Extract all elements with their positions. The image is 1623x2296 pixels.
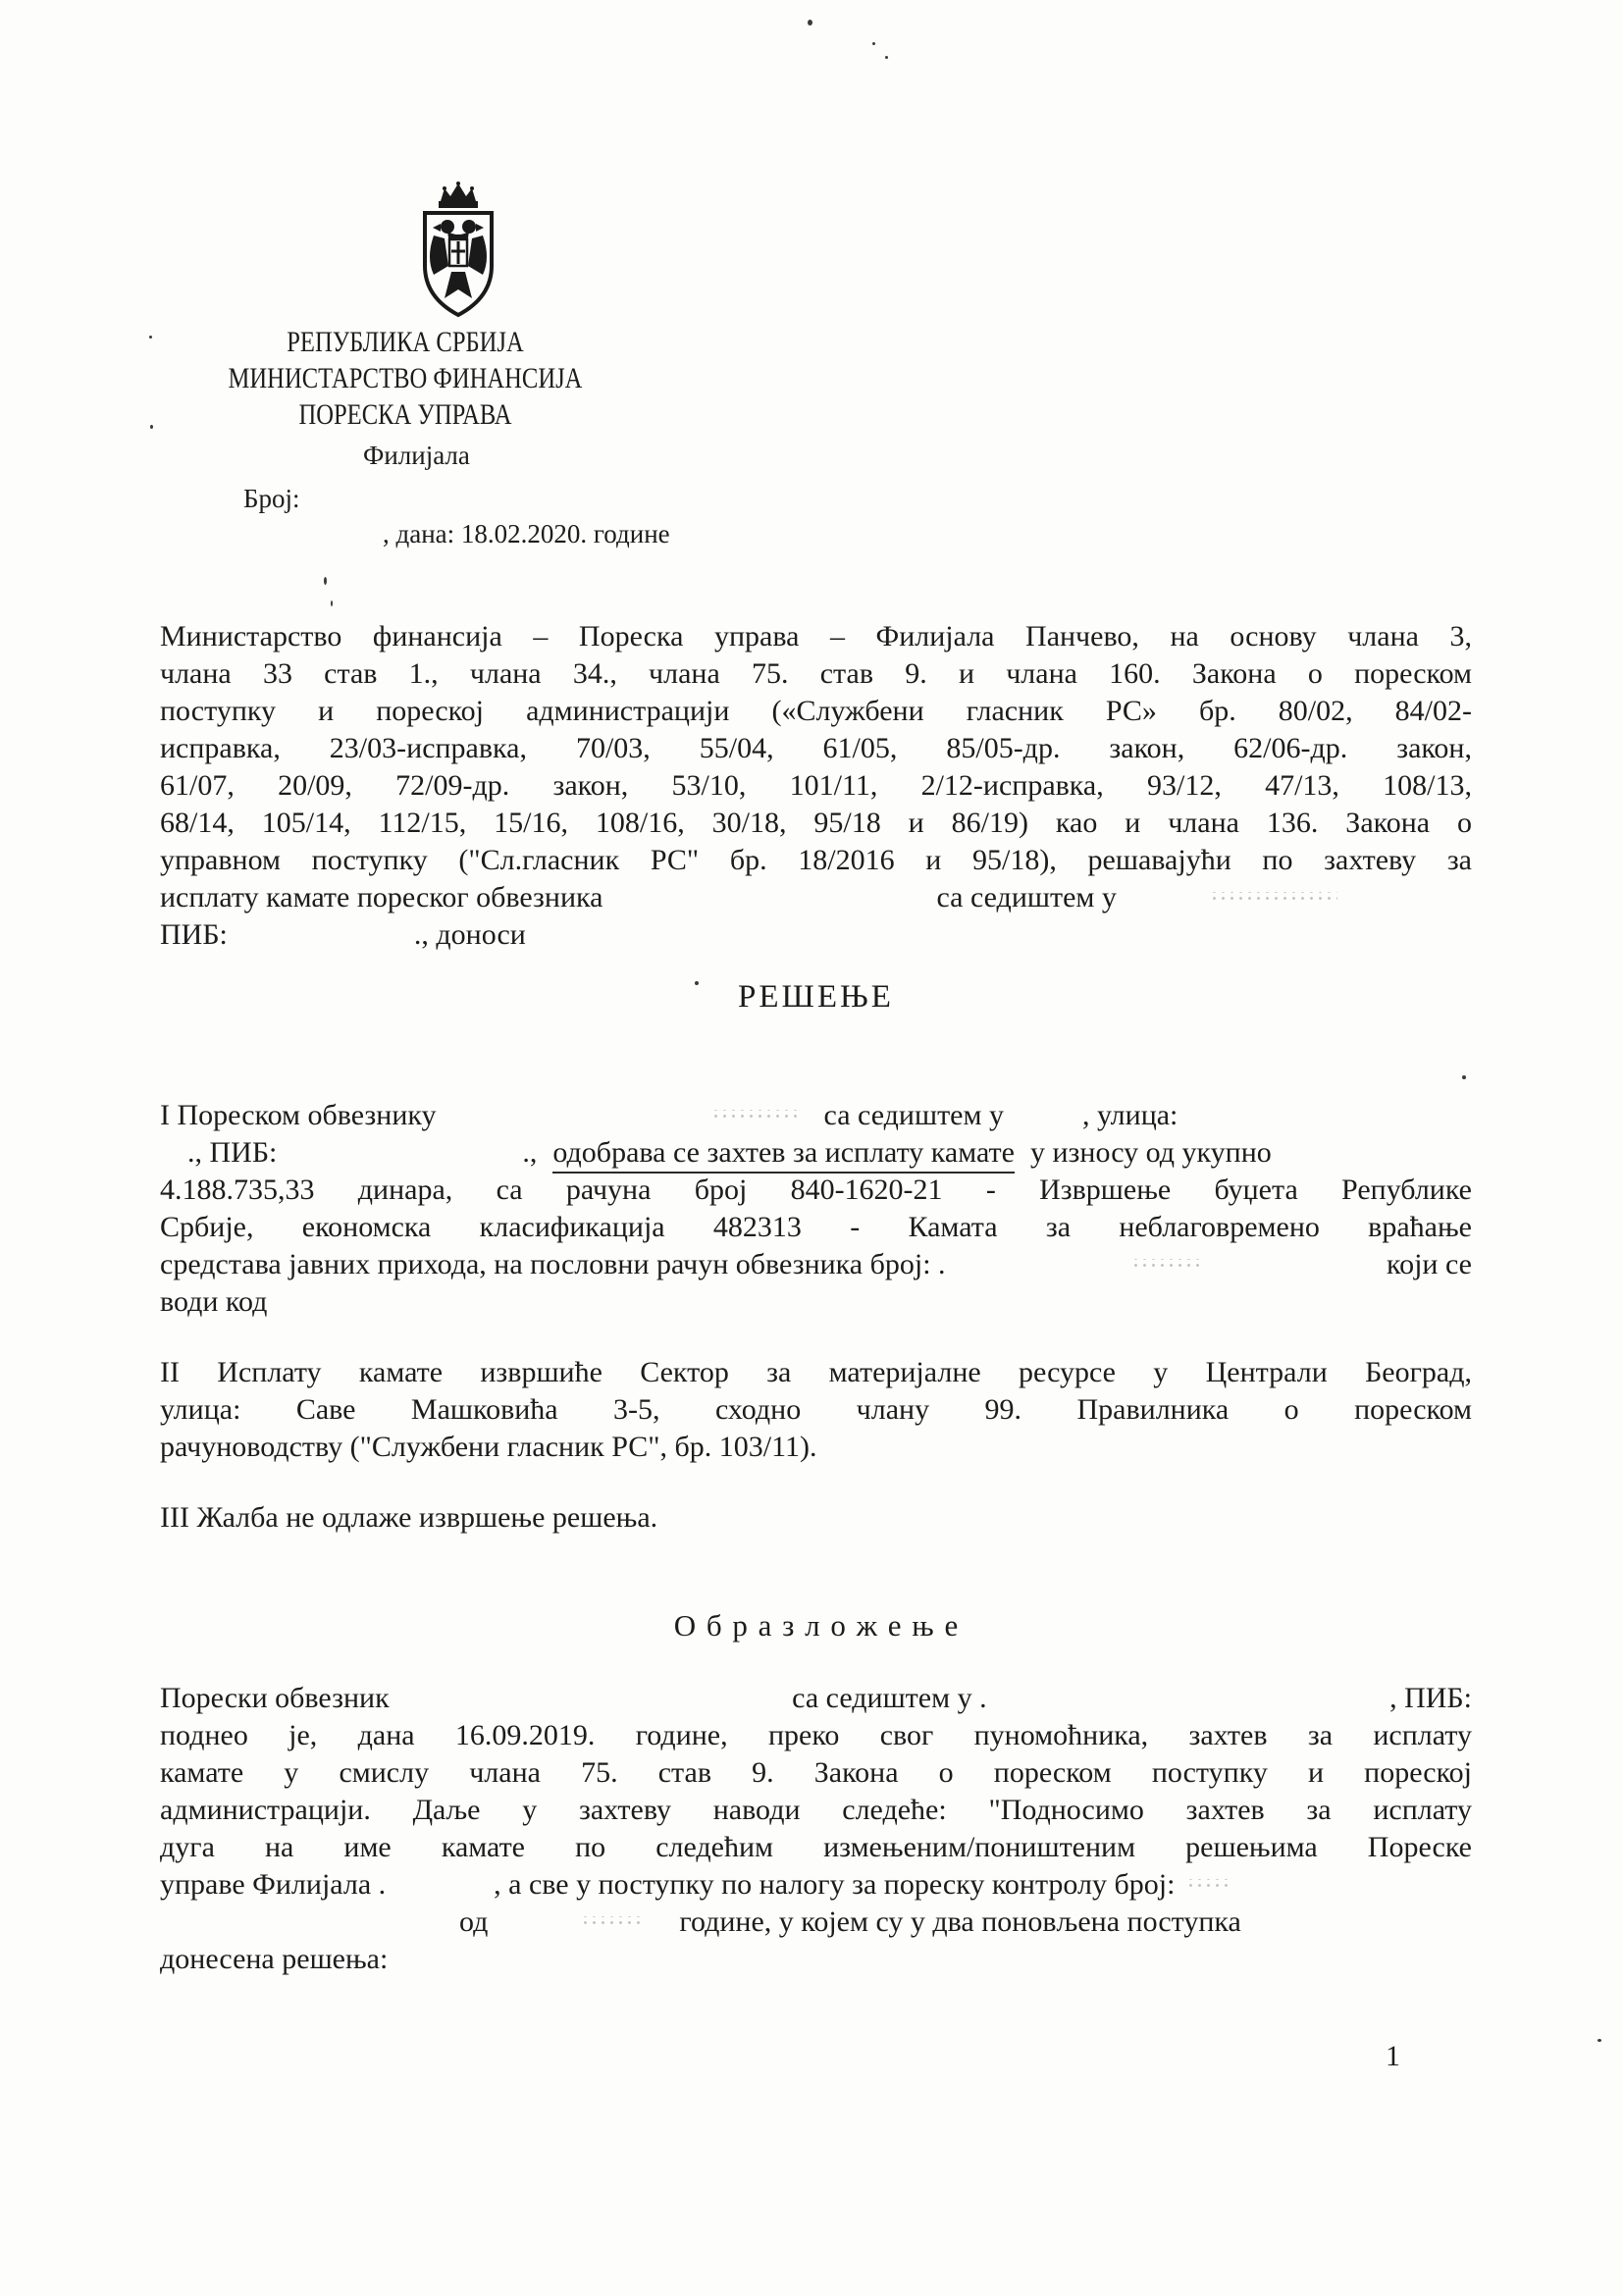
section1-line-2: [160, 1134, 1472, 1174]
scan-speck: [1597, 2039, 1601, 2042]
section1-line-6: води код: [160, 1285, 268, 1318]
section1-line-2-c: у износу од укупно: [1029, 1136, 1272, 1169]
section1-line-2-underlined: одобрава се захтев за исплату камате: [552, 1134, 1015, 1174]
explanation-line-6-b: , а све у поступку по налогу за пореску контролу број:: [494, 1868, 1176, 1901]
explanation-line-1-b: са седиштем у .: [792, 1682, 987, 1714]
intro-line-9: [160, 916, 1472, 953]
section1-line-5: [160, 1246, 1472, 1282]
letterhead-republic: РЕПУБЛИКА СРБИЈА: [287, 326, 524, 358]
page-number: 1: [1386, 2040, 1400, 2072]
explanation-line-7-a: од: [459, 1905, 489, 1938]
intro-line-6: 68/14, 105/14, 112/15, 15/16, 108/16, 30/18, 95/18 и 86/19) као и члана 136. Закона о: [160, 807, 1472, 839]
letterhead-tax-administration: ПОРЕСКА УПРАВА: [298, 398, 512, 431]
intro-line-3: поступку и пореској администрацији («Службени гласник РС» бр. 80/02, 84/02-: [160, 695, 1472, 727]
document-date-line: , дана: 18.02.2020. године: [383, 519, 670, 548]
explanation-line-7: [160, 1904, 1472, 1940]
section1-line-1-a: I Пореском обвезнику: [160, 1099, 437, 1131]
section1-line-5-a: средстава јавних прихода, на пословни рачун обвезника број: .: [160, 1248, 946, 1280]
redaction-artifact: [711, 1110, 800, 1122]
intro-line-9-right: ., доноси: [413, 918, 526, 951]
explanation-line-2: поднео је, дана 16.09.2019. године, преко свог пуномоћника, захтев за исплату: [160, 1719, 1472, 1751]
intro-line-9-left: ПИБ:: [160, 918, 228, 951]
intro-line-4: исправка, 23/03-исправка, 70/03, 55/04, 61/05, 85/05-др. закон, 62/06-др. закон,: [160, 732, 1472, 764]
explanation-line-1-a: Порески обвезник: [160, 1682, 390, 1714]
intro-line-1: Министарство финансија – Пореска управа – Филијала Панчево, на основу члана 3,: [160, 620, 1472, 652]
explanation-line-4: администрацији. Даље у захтеву наводи следеће: "Подносимо захтев за исплату: [160, 1794, 1472, 1826]
section1-line-3: 4.188.735,33 динара, са рачуна број 840-1620-21 - Извршење буџета Републике: [160, 1174, 1472, 1206]
letterhead-ministry: МИНИСТАРСТВО ФИНАНСИЈА: [228, 362, 583, 394]
decision-title: РЕШЕЊЕ: [738, 979, 894, 1015]
intro-line-8-mid: са седиштем у: [936, 881, 1117, 913]
document-number-label: Број:: [243, 484, 300, 513]
intro-line-8-left: исплату камате пореског обвезника: [160, 881, 603, 913]
section2-line-2: улица: Саве Машковића 3-5, сходно члану 99. Правилника о пореском: [160, 1393, 1472, 1426]
explanation-line-3: камате у смислу члана 75. став 9. Закона о пореском поступку и пореској: [160, 1756, 1472, 1789]
scan-speck: [149, 336, 152, 339]
section3-line-1: III Жалба не одлаже извршење решења.: [160, 1501, 658, 1534]
explanation-line-1: [160, 1680, 1472, 1716]
section2-line-3: рачуноводству ("Службени гласник РС", бр. 103/11).: [160, 1431, 817, 1463]
intro-line-7: управном поступку ("Сл.гласник РС" бр. 18/2016 и 95/18), решавајући по захтеву за: [160, 844, 1472, 876]
scan-speck: [331, 600, 333, 606]
intro-line-5: 61/07, 20/09, 72/09-др. закон, 53/10, 101/11, 2/12-исправка, 93/12, 47/13, 108/13,: [160, 769, 1472, 802]
explanation-title: О б р а з л о ж е њ е: [673, 1608, 959, 1643]
explanation-line-6-a: управе Филијала .: [160, 1868, 387, 1901]
serbia-coat-of-arms-icon: [419, 180, 497, 322]
intro-line-2: члана 33 став 1., члана 34., члана 75. став 9. и члана 160. Закона о пореском: [160, 657, 1472, 690]
section1-line-5-b: који се: [1387, 1248, 1472, 1280]
intro-line-8: [160, 879, 1472, 915]
explanation-line-1-c: , ПИБ:: [1389, 1682, 1472, 1714]
explanation-line-6: [160, 1866, 1472, 1903]
section1-line-1-c: , улица:: [1081, 1099, 1178, 1131]
scan-speck: [150, 425, 153, 429]
explanation-line-8: донесена решења:: [160, 1943, 389, 1975]
section1-line-2-b: .,: [522, 1136, 538, 1169]
scan-speck: [872, 42, 875, 45]
section1-line-1: [160, 1097, 1472, 1133]
scan-speck: [324, 577, 327, 585]
scan-speck: [1462, 1075, 1466, 1079]
redaction-artifact: [581, 1916, 645, 1928]
section1-line-2-a: ., ПИБ:: [187, 1136, 278, 1169]
section1-line-1-b: са седиштем у: [823, 1099, 1004, 1131]
section2-line-1: II Исплату камате извршиће Сектор за материјалне ресурсе у Централи Београд,: [160, 1356, 1472, 1388]
explanation-line-5: дуга на име камате по следећим измењеним/поништеним решењима Пореске: [160, 1831, 1472, 1863]
scan-speck: [808, 20, 812, 26]
redaction-artifact: [1210, 892, 1337, 904]
redaction-artifact: [1186, 1879, 1230, 1891]
section1-line-4: Србије, економска класификација 482313 - Камата за неблаговремено враћање: [160, 1211, 1472, 1243]
letterhead-branch-label: Филијала: [363, 441, 470, 470]
scan-speck: [885, 56, 888, 59]
explanation-line-7-b: године, у којем су у два поновљена поступка: [679, 1905, 1241, 1938]
redaction-artifact: [1131, 1259, 1200, 1271]
